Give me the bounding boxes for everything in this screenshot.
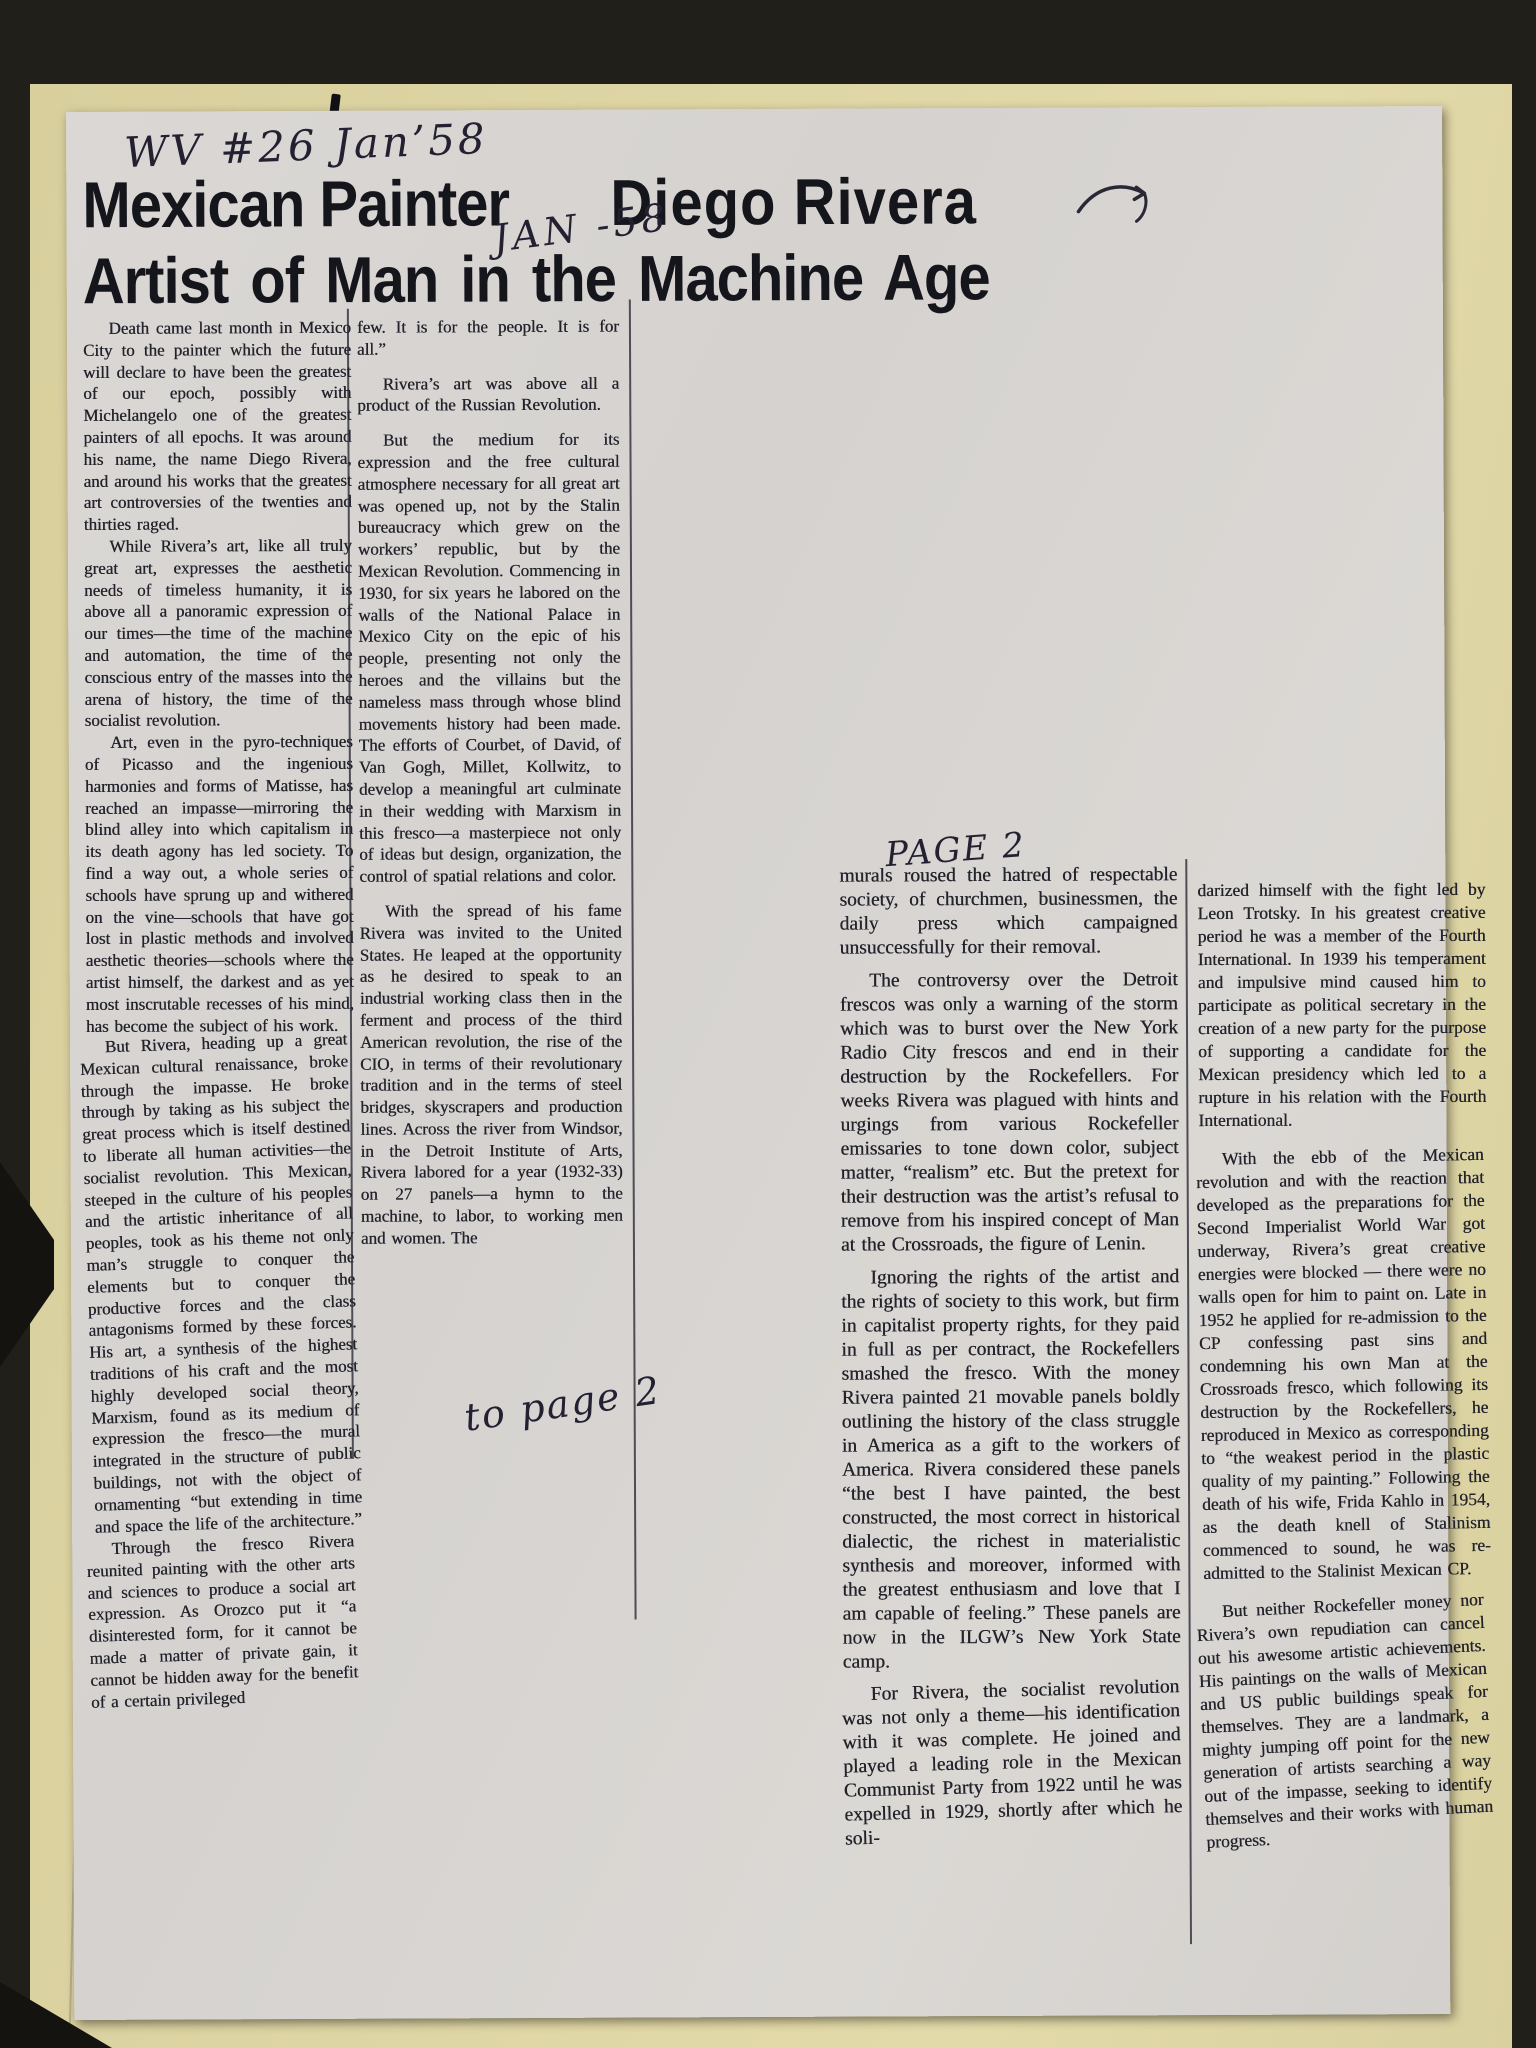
article-paragraph: With the spread of his fame Rivera was invited to the United States. He leaped at the opportunity as he desired to speak to an industrial working class then in the ferment and process of the third American revolution, the rise of the CIO, in terms of their revolutionary tradition and in the terms of steel bridges, skyscrapers and production lines. Across the river from Windsor, in the Detroit Institute of Arts, Rivera labored for a year (1932-33) on 27 panels—a hymn to the machine, to labor, to working men and women. The <box>359 900 623 1248</box>
headline-line1-right: Diego Rivera <box>610 165 978 240</box>
column-rule <box>1185 859 1192 1944</box>
article-column-1 <box>79 317 363 1713</box>
article-paragraph: darized himself with the fight led by Leon Trotsky. In his greatest creative period he was a member of the Fourth International. In 1939 his temperament and impulsive mind caused him to participate as political secretary in the creation of a new party for the purpose of supporting a candidate for the Mexican presidency which led to a rupture in his relation with the Fourth International. <box>1197 878 1487 1131</box>
handwritten-page2-note: PAGE 2 <box>883 824 1028 876</box>
article-paragraph: While Rivera’s art, like all truly great art, expresses the aesthetic needs of timeless humanity, it is above all a panoramic expression of our times—the time of the machine and automation, the time of the conscious entry of the masses into the arena of history, the time of the socialist revolution. <box>83 535 353 731</box>
handwritten-arrow-icon <box>1074 177 1158 233</box>
article-paragraph: Death came last month in Mexico City to the painter which the future will declare to have been the greatest of our epoch, possibly with Michelangelo one of the greatest painters of all epochs. It was around his name, the name Diego Rivera, and around his works that the greatest art controversies of the twenties and thirties raged. <box>82 317 352 535</box>
article-paragraph: Ignoring the rights of the artist and the rights of society to this work, but firm in capitalist property rights, for they paid in full as per contract, the Rockefellers smashed the fresco. With the money Rivera painted 21 movable panels boldly outlining the history of the class struggle in America as a gift to the workers of America. Rivera considered these panels “the best I have painted, the best constructed, the most correct in historical dialectic, the richest in materialistic synthesis and moreover, informed with the greatest enthusiasm and love that I am capable of feeling.” These panels are now in the ILGW’s New York State camp. <box>841 1266 1181 1673</box>
article-paragraph: Rivera’s art was above all a product of the Russian Revolution. <box>357 373 620 416</box>
article-paragraph: murals roused the hatred of respectable society, of churchmen, businessmen, the daily press which campaigned unsuccessfully for their removal. <box>839 864 1178 959</box>
handwritten-date-note: JAN -58 <box>490 194 672 261</box>
handwritten-catalog-note: WV #26 Jan’58 <box>123 113 489 178</box>
article-paragraph: But neither Rockefeller money nor Rivera’s own repudiation can cancel out his awesome artistic achievements. His paintings on the walls of Mexican and US public buildings speak for themselves. They are a landmark, a mighty jumping off point for the new generation of artists searching a way out of the impasse, seeking to identify themselves and their works with human progress. <box>1196 1588 1494 1852</box>
handwritten-to-page2-note: to page 2 <box>461 1367 665 1440</box>
article-paragraph: For Rivera, the socialist revolution was not only a theme—his identification with it was complete. He joined and played a leading role in the Mexican Communist Party from 1922 until he was expelled in 1929, shortly after which he soli- <box>841 1676 1183 1850</box>
article-paragraph: With the ebb of the Mexican revolution and with the reaction that developed as the preparations for the Second Imperialist World War got underway, Rivera’s great creative energies were blocked — there were no walls open for him to paint on. Late in 1952 he applied for re-admission to the CP confessing past sins and condemning his own Man at the Crossroads fresco, which following its destruction by the Rockefellers, he reproduced in Mexico as corresponding to “the weakest period in the plastic quality of my painting.” Following the death of his wife, Frida Kahlo in 1954, as the death knell of Stalinism commenced to sound, he was re-admitted to the Stalinist Mexican CP. <box>1195 1143 1491 1584</box>
article-paragraph: The controversy over the Detroit frescos was only a warning of the storm which was to burst over the New York Radio City frescos and end in their destruction by the Rockefellers. For weeks Rivera was plagued with hints and urgings from various Rockefeller emissaries to tone down color, subject matter, “realism” etc. But the pretext for their destruction was the artist’s refusal to remove from his inspired concept of Man at the Crossroads, the figure of Lenin. <box>839 969 1179 1256</box>
article-paragraph: Through the fresco Rivera reunited painting with the other arts and sciences to produce a social art expression. As Orozco put it “a disinterested form, for it cannot be made a matter of private gain, it cannot be hidden away for the benefit of a certain privileged <box>86 1530 359 1712</box>
headline-line1-left: Mexican Painter <box>82 167 510 242</box>
article-paragraph: But Rivera, heading up a great Mexican cultural renaissance, broke through the impasse. He broke through by taking as his subject the great process which is itself destined to liberate all human activities—the socialist revolution. This Mexican, steeped in the culture of his peoples and the artistic inheritance of all peoples, took as his theme not only man’s struggle to conquer the elements but to conquer the productive forces and the class antagonisms formed by these forces. His art, a synthesis of the highest traditions of his craft and the most highly developed social theory, Marxism, found as its medium of expression the fresco—the mural integrated in the structure of public buildings, not with the object of ornamenting “but extending in time and space the life of the architecture.” <box>79 1029 363 1537</box>
newspaper-clipping <box>66 106 1494 2020</box>
article-column-2 <box>357 316 623 1263</box>
article-column-4 <box>1195 878 1494 1870</box>
column-rule <box>629 300 637 1620</box>
article-paragraph: few. It is for the people. It is for all.” <box>356 316 619 359</box>
article-paragraph: But the medium for its expression and the free cultural atmosphere necessary for all great art was opened up, not by the Stalin bureaucracy which grew on the workers’ republic, but by the Mexican Revolution. Commencing in 1930, for six years he labored on the walls of the National Palace in Mexico City on the epic of his people, presenting not only the heroes and the villains but the nameless mass through whose blind movements history had been made. The efforts of Courbet, of David, of Van Gogh, Millet, Kollwitz, to develop a meaningful art culminate in their wedding with Marxism in this fresco—a masterpiece not only of ideas but design, organization, the control of spatial relations and color. <box>357 429 622 886</box>
article-paragraph: Art, even in the pyro-techniques of Picasso and the ingenious harmonies and forms of Matisse, has reached an impasse—mirroring the blind alley into which capitalism in its death agony has led society. To find a way out, a whole series of schools have sprung up and withered on the vine—schools that have got lost in plastic methods and involved aesthetic theories—schools where the artist himself, the darkest and as yet most inscrutable recesses of his mind, has become the subject of his work. <box>84 731 354 1036</box>
article-column-3 <box>839 863 1181 1860</box>
headline-line2: Artist of Man in the Machine Age <box>82 241 990 318</box>
